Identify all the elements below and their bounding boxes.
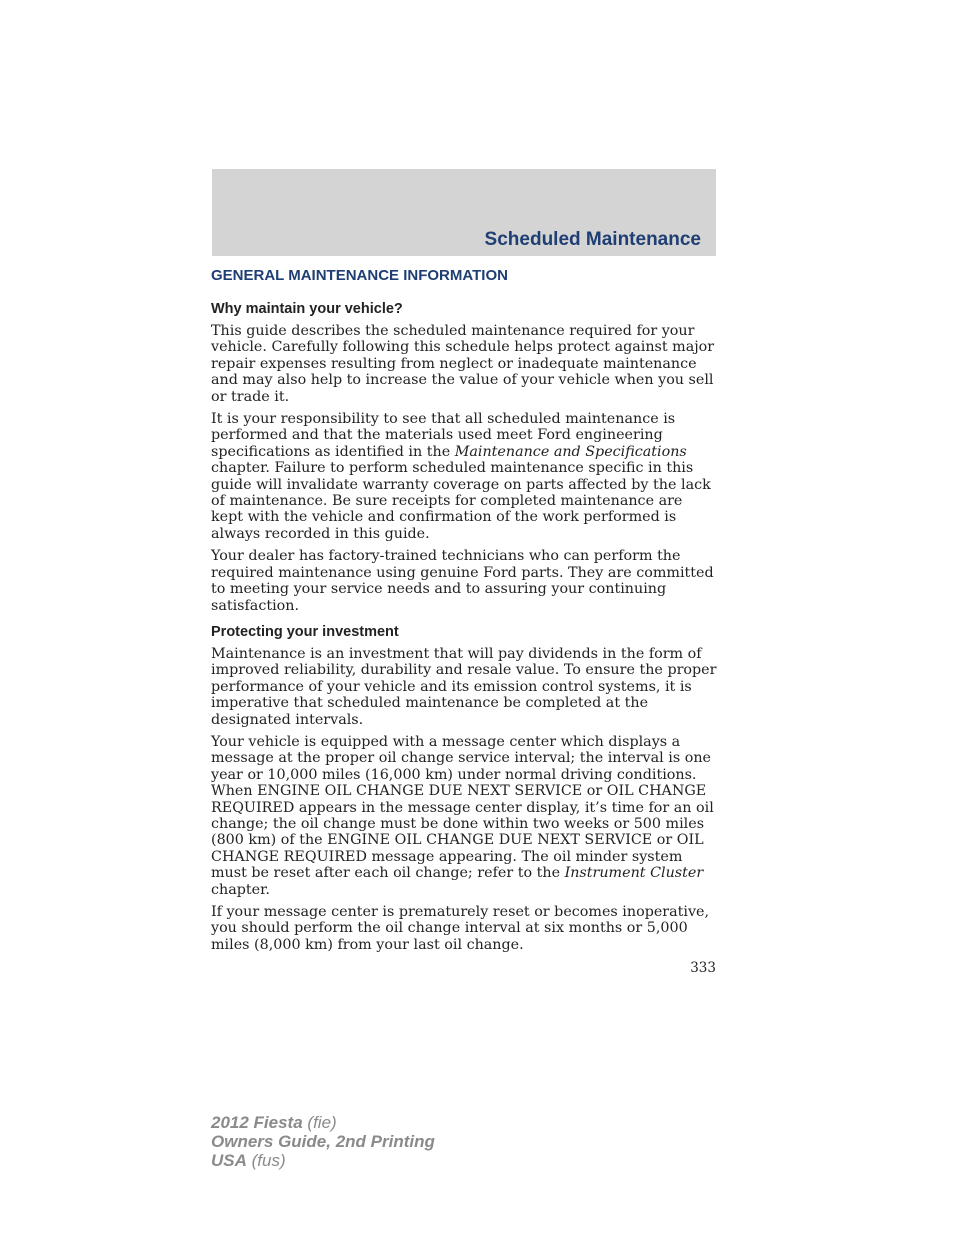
- paragraph: Maintenance is an investment that will pay dividends in the form of improved reliability, durability and resale value. To ensure the proper performance of your vehicle and its emission control systems, it is imperative that scheduled maintenance be completed at the designated intervals.: [211, 645, 717, 728]
- page-number: 333: [690, 960, 716, 976]
- paragraph: This guide describes the scheduled maintenance required for your vehicle. Carefully following this schedule helps protect against major repair expenses resulting from neglect or inadequate maintenance and may also help to increase the value of your vehicle when you sell or trade it.: [211, 323, 715, 405]
- chapter-header-band: [212, 169, 716, 256]
- subheading-protecting-investment: Protecting your investment: [211, 623, 399, 640]
- subheading-why-maintain: Why maintain your vehicle?: [211, 301, 403, 317]
- document-footer: [211, 1113, 435, 1170]
- chapter-reference: Instrument Cluster: [564, 865, 704, 882]
- page-content: [211, 266, 717, 959]
- footer-line-model: 2012 Fiesta (fie): [211, 1113, 337, 1132]
- paragraph: Your vehicle is equipped with a message center which displays a message at the proper oil change service interval; the interval is one year or 10,000 miles (16,000 km) under normal driving conditions. When ENGINE OIL CHANGE DUE NEXT SERVICE or OIL CHANGE REQUIRED appears in the message center display, it’s time for an oil change; the oil change must be done within two weeks or 500 miles (800 km) of the ENGINE OIL CHANGE DUE NEXT SERVICE or OIL CHANGE REQUIRED message appearing. The oil minder system must be reset after each oil change; refer to the Instrument Cluster chapter.: [211, 733, 714, 898]
- footer-line-market: USA (fus): [211, 1151, 286, 1170]
- paragraph: If your message center is prematurely reset or becomes inoperative, you should perform the oil change interval at six months or 5,000 miles (8,000 km) from your last oil change.: [211, 904, 710, 953]
- chapter-reference: Maintenance and Specifications: [454, 443, 687, 460]
- paragraph: Your dealer has factory-trained technicians who can perform the required maintenance using genuine Ford parts. They are committed to meeting your service needs and to assuring your continuing satisfaction.: [211, 548, 714, 614]
- paragraph: It is your responsibility to see that all scheduled maintenance is performed and that the materials used meet Ford engineering specifications as identified in the Maintenance and Specifications chapter. Failure to perform scheduled maintenance specific in this guide will invalidate warranty coverage on parts affected by the lack of maintenance. Be sure receipts for completed maintenance are kept with the vehicle and confirmation of the work performed is always recorded in this guide.: [211, 411, 711, 542]
- chapter-title: Scheduled Maintenance: [484, 229, 701, 250]
- footer-line-guide: Owners Guide, 2nd Printing: [211, 1132, 435, 1151]
- section-title: GENERAL MAINTENANCE INFORMATION: [211, 267, 508, 284]
